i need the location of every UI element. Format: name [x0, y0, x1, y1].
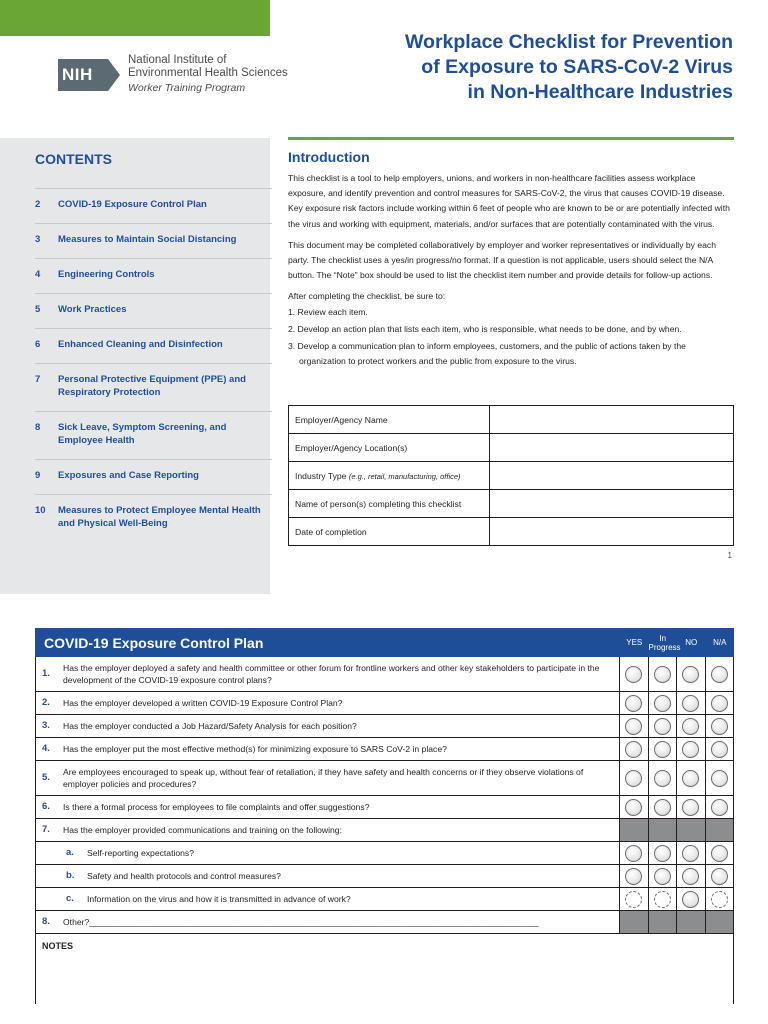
yes-radio-button[interactable] [625, 695, 642, 712]
item-number: 3. [42, 720, 50, 731]
checklist-question [36, 911, 620, 933]
option-cell [620, 761, 649, 795]
option-cell [649, 888, 678, 910]
option-cell [649, 692, 678, 714]
info-label: Employer/Agency Location(s) [295, 442, 408, 453]
yes-radio-button[interactable] [625, 741, 642, 758]
na-radio-button[interactable] [711, 891, 728, 908]
no-radio-button[interactable] [682, 695, 699, 712]
intro-paragraph-3: After completing the checklist, be sure to: [288, 291, 446, 302]
contents-title: CONTENTS [35, 151, 112, 167]
item-text: Is there a formal process for employees to file complaints and offer suggestions? [63, 802, 370, 812]
contents-item-number: 3 [35, 234, 41, 245]
contents-item[interactable] [35, 223, 272, 258]
contents-item-number: 10 [35, 505, 46, 516]
option-cell [620, 842, 649, 864]
org-line-1: National Institute of [128, 54, 227, 66]
option-cell [620, 715, 649, 737]
contents-item-number: 9 [35, 470, 41, 481]
contents-list [35, 188, 272, 542]
contents-item[interactable] [35, 328, 272, 363]
contents-item[interactable] [35, 258, 272, 293]
employer-info-table [288, 405, 734, 546]
info-label-cell [289, 490, 490, 518]
info-row [289, 462, 734, 490]
na-radio-button[interactable] [711, 845, 728, 862]
nih-logo-text: NIH [62, 64, 93, 84]
contents-item-number: 7 [35, 374, 41, 385]
option-cell [677, 692, 706, 714]
info-example: (e.g., retail, manufacturing, office) [348, 471, 461, 481]
contents-item-number: 2 [35, 199, 41, 210]
contents-item[interactable] [35, 293, 272, 328]
contents-item-label: Personal Protective Equipment (PPE) and Respiratory Protection [58, 374, 246, 398]
disabled-cell [706, 911, 735, 933]
checklist-item-row [35, 796, 734, 819]
intro-step: 2. Develop an action plan that lists each item, who is responsible, what needs to be done, and by when. [288, 323, 682, 334]
introduction-section [288, 148, 734, 371]
info-input-cell[interactable] [490, 406, 734, 434]
item-text: Self-reporting expectations? [87, 848, 195, 858]
info-label: Name of person(s) completing this checklist [295, 498, 462, 509]
item-number: a. [66, 847, 74, 858]
checklist-question [36, 819, 620, 841]
item-text: Other?______________________________________________________________________________________________ [63, 917, 539, 927]
info-input-cell[interactable] [490, 462, 734, 490]
option-cell [706, 888, 735, 910]
option-cell [706, 796, 735, 818]
intro-paragraph-1: This checklist is a tool to help employers, unions, and workers in non-healthcare facilities assess workplace exposure, and identify prevention and control measures for SARS-CoV-2, the virus that causes COVID-19 disease. Key exposure risk factors include working within 6 feet of people who are known to be or are potentially infected with the virus and working with equipment, materials, and/or surfaces that are potentially contaminated with the virus. [288, 173, 730, 229]
option-cell [706, 842, 735, 864]
no-radio-button[interactable] [682, 666, 699, 683]
page-number: 1 [727, 551, 732, 560]
option-cell [649, 865, 678, 887]
info-label-cell [289, 462, 490, 490]
checklist-question [36, 692, 620, 714]
contents-item-number: 5 [35, 304, 41, 315]
info-label: Industry Type [295, 470, 349, 481]
no-radio-button[interactable] [682, 799, 699, 816]
contents-item[interactable] [35, 363, 272, 411]
disabled-cell [649, 819, 678, 841]
notes-box[interactable] [35, 934, 734, 1004]
section-divider [288, 137, 734, 140]
in-progress-radio-button[interactable] [654, 666, 671, 683]
in-progress-radio-button[interactable] [654, 770, 671, 787]
option-cell [649, 738, 678, 760]
option-cell [620, 865, 649, 887]
info-label-cell [289, 518, 490, 546]
disabled-cell [620, 819, 649, 841]
introduction-heading: Introduction [288, 149, 370, 165]
option-cell [620, 888, 649, 910]
info-row [289, 490, 734, 518]
title-line-2: of Exposure to SARS-CoV-2 Virus [421, 56, 733, 78]
item-text: Has the employer deployed a safety and health committee or other forum for frontline workers and other key stakeholders to participate in the development of the COVID-19 exposure control plans? [63, 663, 600, 685]
na-radio-button[interactable] [711, 799, 728, 816]
contents-item-label: COVID-19 Exposure Control Plan [58, 199, 207, 210]
info-label: Date of completion [295, 526, 367, 537]
info-label-cell [289, 406, 490, 434]
column-no: NO [685, 638, 698, 647]
option-cell [649, 842, 678, 864]
info-input-cell[interactable] [490, 490, 734, 518]
option-cell [620, 796, 649, 818]
info-input-cell[interactable] [490, 518, 734, 546]
checklist-question [36, 738, 620, 760]
contents-item-label: Exposures and Case Reporting [58, 470, 199, 481]
option-cell [677, 715, 706, 737]
checklist-question [36, 715, 620, 737]
contents-item[interactable] [35, 459, 272, 494]
checklist-question [36, 842, 620, 864]
item-text: Safety and health protocols and control measures? [87, 871, 281, 881]
org-name [128, 54, 288, 95]
item-text: Are employees encouraged to speak up, without fear of retaliation, if they have safety and health concerns or if they observe violations of employer policies and procedures? [63, 767, 584, 789]
contents-item[interactable] [35, 411, 272, 459]
in-progress-radio-button[interactable] [654, 891, 671, 908]
option-cell [649, 796, 678, 818]
item-text: Information on the virus and how it is transmitted in advance of work? [87, 894, 351, 904]
intro-step: 3. Develop a communication plan to inform employees, customers, and the public of actions taken by the organization to protect workers and the public from exposure to the virus. [288, 341, 686, 367]
option-cell [706, 738, 735, 760]
yes-radio-button[interactable] [625, 868, 642, 885]
nih-logo [58, 54, 288, 95]
item-number: 6. [42, 801, 50, 812]
item-text: Has the employer conducted a Job Hazard/Safety Analysis for each position? [63, 721, 357, 731]
title-line-1: Workplace Checklist for Prevention [405, 31, 733, 53]
no-radio-button[interactable] [682, 718, 699, 735]
intro-steps [288, 305, 734, 370]
option-cell [677, 888, 706, 910]
header-accent-bar [0, 0, 270, 36]
disabled-cell [677, 819, 706, 841]
org-line-2: Environmental Health Sciences [128, 67, 288, 79]
disabled-cell [620, 911, 649, 933]
item-text: Has the employer provided communications and training on the following: [63, 825, 342, 835]
contents-item-label: Measures to Maintain Social Distancing [58, 234, 237, 245]
checklist-item-row [35, 761, 734, 796]
option-cell [677, 738, 706, 760]
checklist-subitem-row [35, 888, 734, 911]
info-label: Employer/Agency Name [295, 414, 388, 425]
item-number: 8. [42, 916, 50, 927]
item-text: Has the employer put the most effective method(s) for minimizing exposure to SARS CoV-2 in place? [63, 744, 447, 754]
na-radio-button[interactable] [711, 718, 728, 735]
info-label-cell [289, 434, 490, 462]
nih-logo-mark [58, 59, 108, 91]
yes-radio-button[interactable] [625, 770, 642, 787]
contents-item-label: Enhanced Cleaning and Disinfection [58, 339, 223, 350]
option-cell [706, 692, 735, 714]
checklist-item-row [35, 692, 734, 715]
contents-item-label: Sick Leave, Symptom Screening, and Employee Health [58, 422, 227, 446]
na-radio-button[interactable] [711, 741, 728, 758]
option-cell [649, 761, 678, 795]
na-radio-button[interactable] [711, 770, 728, 787]
in-progress-radio-button[interactable] [654, 868, 671, 885]
in-progress-radio-button[interactable] [654, 695, 671, 712]
na-radio-button[interactable] [711, 666, 728, 683]
item-number: 7. [42, 824, 50, 835]
checklist-subitem-row [35, 865, 734, 888]
option-cell [620, 738, 649, 760]
yes-radio-button[interactable] [625, 718, 642, 735]
option-cell [677, 657, 706, 691]
column-in-progress: In Progress [648, 633, 681, 652]
checklist-item-row [35, 738, 734, 761]
item-text: Has the employer developed a written COVID-19 Exposure Control Plan? [63, 698, 343, 708]
checklist-question [36, 796, 620, 818]
checklist-question [36, 865, 620, 887]
exposure-control-plan-checklist [35, 628, 734, 1004]
contents-item[interactable] [35, 188, 272, 223]
checklist-header [35, 628, 734, 657]
checklist-question [36, 761, 620, 795]
contents-item-label: Work Practices [58, 304, 127, 315]
contents-item-label: Engineering Controls [58, 269, 155, 280]
item-number: 2. [42, 697, 50, 708]
document-title [313, 30, 733, 105]
in-progress-radio-button[interactable] [654, 845, 671, 862]
item-number: 1. [42, 668, 50, 679]
yes-radio-button[interactable] [625, 799, 642, 816]
yes-radio-button[interactable] [625, 666, 642, 683]
no-radio-button[interactable] [682, 868, 699, 885]
disabled-cell [649, 911, 678, 933]
info-input-cell[interactable] [490, 434, 734, 462]
no-radio-button[interactable] [682, 845, 699, 862]
item-number: c. [66, 893, 74, 904]
contents-item-label: Measures to Protect Employee Mental Health and Physical Well-Being [58, 505, 261, 529]
checklist-item-row [35, 657, 734, 692]
na-radio-button[interactable] [711, 868, 728, 885]
checklist-item-row [35, 911, 734, 934]
checklist-question [36, 657, 620, 691]
item-number: 4. [42, 743, 50, 754]
org-program: Worker Training Program [128, 82, 246, 94]
title-line-3: in Non-Healthcare Industries [467, 81, 733, 103]
option-cell [620, 657, 649, 691]
notes-label: NOTES [42, 941, 74, 951]
option-cell [649, 715, 678, 737]
option-cell [620, 692, 649, 714]
info-row [289, 406, 734, 434]
no-radio-button[interactable] [682, 770, 699, 787]
option-cell [706, 657, 735, 691]
item-number: b. [66, 870, 75, 881]
in-progress-radio-button[interactable] [654, 718, 671, 735]
option-cell [677, 865, 706, 887]
checklist-item-row [35, 819, 734, 842]
intro-step: 1. Review each item. [288, 306, 368, 317]
column-na: N/A [713, 638, 727, 647]
intro-paragraph-2: This document may be completed collaboratively by employer and worker representatives or individually by each party. The checklist uses a yes/in progress/no format. If a question is not applicable, users should select the N/A button. The “Note” box should be used to list the checklist item number and provide details for follow-up actions. [288, 239, 716, 281]
column-yes: YES [626, 638, 643, 647]
contents-item-number: 4 [35, 269, 41, 280]
in-progress-radio-button[interactable] [654, 799, 671, 816]
info-row [289, 518, 734, 546]
option-cell [677, 842, 706, 864]
contents-item[interactable] [35, 494, 272, 542]
option-cell [706, 761, 735, 795]
option-cell [706, 865, 735, 887]
no-radio-button[interactable] [682, 891, 699, 908]
contents-sidebar [0, 138, 270, 594]
option-cell [677, 796, 706, 818]
yes-radio-button[interactable] [625, 845, 642, 862]
na-radio-button[interactable] [711, 695, 728, 712]
disabled-cell [706, 819, 735, 841]
item-number: 5. [42, 772, 50, 783]
checklist-rows [35, 657, 734, 934]
option-cell [677, 761, 706, 795]
info-row [289, 434, 734, 462]
checklist-title: COVID-19 Exposure Control Plan [44, 634, 264, 651]
checklist-subitem-row [35, 842, 734, 865]
checklist-question [36, 888, 620, 910]
contents-item-number: 8 [35, 422, 41, 433]
yes-radio-button[interactable] [625, 891, 642, 908]
in-progress-radio-button[interactable] [654, 741, 671, 758]
option-cell [706, 715, 735, 737]
disabled-cell [677, 911, 706, 933]
checklist-item-row [35, 715, 734, 738]
option-cell [649, 657, 678, 691]
no-radio-button[interactable] [682, 741, 699, 758]
contents-item-number: 6 [35, 339, 41, 350]
